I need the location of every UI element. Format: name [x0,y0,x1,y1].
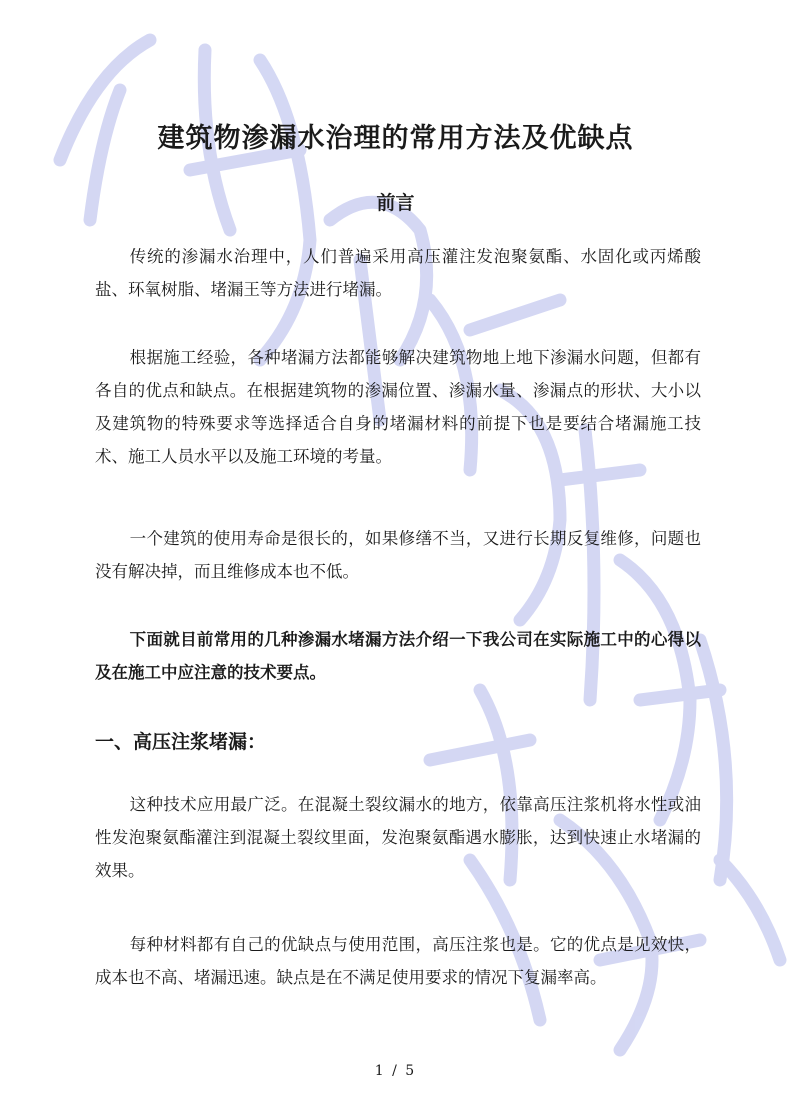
section1-paragraph-2: 每种材料都有自己的优缺点与使用范围，高压注浆也是。它的优点是见效快，成本也不高、堵漏迅速。缺点是在不满足使用要求的情况下复漏率高。 [95,935,701,987]
paragraph-1: 传统的渗漏水治理中，人们普遍采用高压灌注发泡聚氨酯、水固化或丙烯酸盐、环氧树脂、堵漏王等方法进行堵漏。 [95,247,701,299]
paragraph-4-bold: 下面就目前常用的几种渗漏水堵漏方法介绍一下我公司在实际施工中的心得以及在施工中应注意的技术要点。 [95,630,701,682]
section-heading-1: 一、高压注浆堵漏： [95,731,267,753]
document-title: 建筑物渗漏水治理的常用方法及优缺点 [157,123,634,154]
section-title-preface: 前言 [376,192,415,214]
paragraph-2: 根据施工经验，各种堵漏方法都能够解决建筑物地上地下渗漏水问题，但都有各自的优点和缺点。在根据建筑物的渗漏位置、渗漏水量、渗漏点的形状、大小以及建筑物的特殊要求等选择适合自身的堵漏材料的前提下也是要结合堵漏施工技术、施工人员水平以及施工环境的考量。 [95,348,701,466]
page-number: 1 / 5 [374,1063,417,1079]
paragraph-3: 一个建筑的使用寿命是很长的，如果修缮不当，又进行长期反复维修，问题也没有解决掉，而且维修成本也不低。 [95,529,701,581]
section1-paragraph-1: 这种技术应用最广泛。在混凝土裂纹漏水的地方，依靠高压注浆机将水性或油性发泡聚氨酯灌注到混凝土裂纹里面，发泡聚氨酯遇水膨胀，达到快速止水堵漏的效果。 [95,795,701,880]
